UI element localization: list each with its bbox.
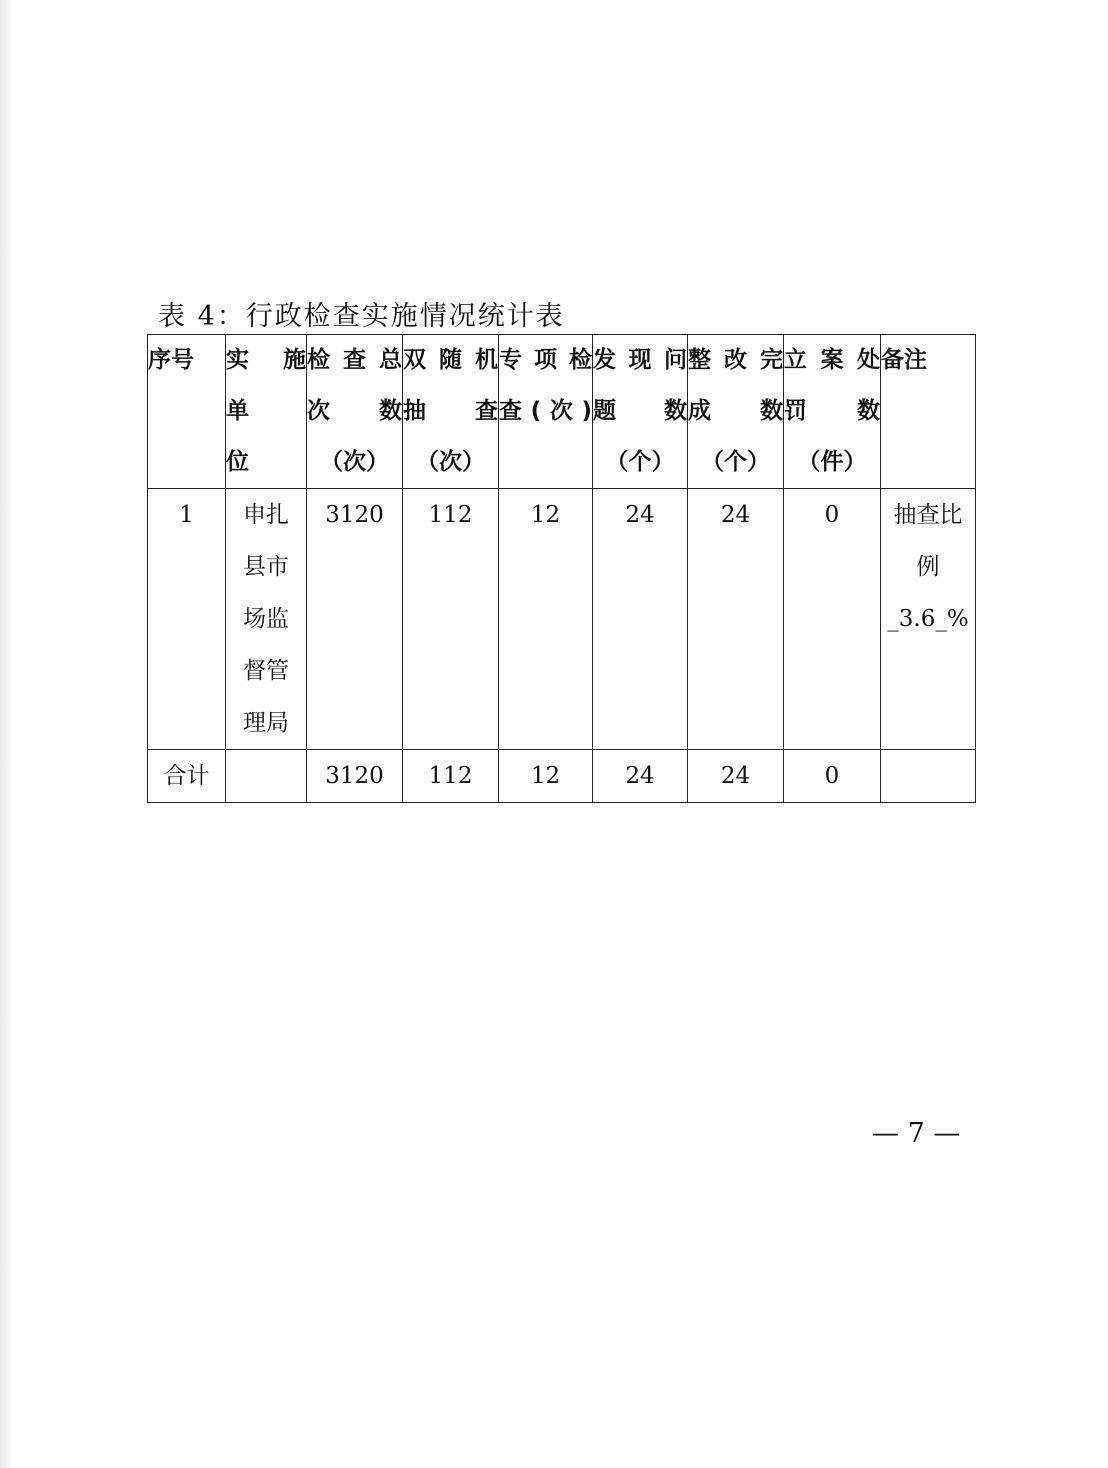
total-cell-remarks xyxy=(881,750,976,803)
page-edge xyxy=(0,0,14,1468)
header-cell-total-inspections xyxy=(307,335,403,489)
cell-line: 申扎 xyxy=(243,502,289,528)
total-label: 合计 xyxy=(148,750,226,803)
header-cell-remarks xyxy=(881,335,976,489)
header-line: 检查总 xyxy=(307,347,402,373)
total-cell-total-inspections: 3120 xyxy=(307,750,403,803)
header-line: 实 施 xyxy=(226,347,306,373)
header-line: 立案处 xyxy=(784,347,880,373)
data-cell-serial xyxy=(148,489,226,750)
header-cell-rectified xyxy=(688,335,784,489)
header-line: 发现问 xyxy=(593,347,687,373)
cell-line: 1 xyxy=(179,502,194,528)
cell-line: 督管 xyxy=(243,658,289,684)
header-line: 罚 数 xyxy=(784,398,880,424)
total-cell-penalty-cases: 0 xyxy=(784,750,881,803)
total-cell-random-checks: 112 xyxy=(403,750,499,803)
header-line: 单 xyxy=(226,398,249,424)
header-line: （次） xyxy=(320,449,389,475)
data-cell-rectified xyxy=(688,489,784,750)
header-cell-random-checks xyxy=(403,335,499,489)
cell-line: 24 xyxy=(720,502,751,528)
cell-line: 24 xyxy=(625,502,655,528)
table-title: 表 4：行政检查实施情况统计表 xyxy=(158,301,565,332)
data-cell-random-checks xyxy=(403,489,499,750)
header-line: 序号 xyxy=(148,347,194,373)
header-line: （个） xyxy=(701,449,770,475)
cell-line: 理局 xyxy=(243,710,289,736)
header-line: 备注 xyxy=(881,347,927,373)
header-cell-problems-found xyxy=(593,335,688,489)
header-row xyxy=(148,335,976,489)
cell-line: _3.6_% xyxy=(887,606,969,632)
total-row xyxy=(148,750,976,803)
cell-line: 县市 xyxy=(243,554,289,580)
header-cell-special-inspections xyxy=(499,335,593,489)
cell-line: 12 xyxy=(530,502,561,528)
data-cell-special-inspections xyxy=(499,489,593,750)
total-cell-problems-found: 24 xyxy=(593,750,688,803)
page-number: — 7 — xyxy=(872,1118,961,1149)
header-line: （个） xyxy=(605,449,675,475)
cell-line: 3120 xyxy=(325,502,384,528)
header-line: 抽 查 xyxy=(403,398,498,424)
header-line: 次 数 xyxy=(307,398,402,424)
header-line: 专项检 xyxy=(499,347,592,373)
header-line: 查(次) xyxy=(499,398,592,424)
cell-line: 场监 xyxy=(243,606,289,632)
total-cell-rectified: 24 xyxy=(688,750,784,803)
header-line: （件） xyxy=(797,449,867,475)
total-cell-special-inspections: 12 xyxy=(499,750,593,803)
total-cell-unit xyxy=(226,750,307,803)
header-cell-serial xyxy=(148,335,226,489)
data-cell-problems-found xyxy=(593,489,688,750)
data-cell-penalty-cases xyxy=(784,489,881,750)
data-cell-total-inspections xyxy=(307,489,403,750)
cell-line: 例 xyxy=(916,554,940,580)
header-line: 双随机 xyxy=(403,347,498,373)
data-cell-remarks xyxy=(881,489,976,750)
header-line: 整改完 xyxy=(688,347,783,373)
cell-line: 抽查比 xyxy=(893,502,963,528)
header-cell-penalty-cases xyxy=(784,335,881,489)
cell-line: 112 xyxy=(428,502,473,528)
header-cell-unit xyxy=(226,335,307,489)
header-line: 位 xyxy=(226,449,249,475)
table-row xyxy=(148,489,976,750)
header-line: （次） xyxy=(416,449,485,475)
cell-line: 0 xyxy=(824,502,840,528)
header-line: 成 数 xyxy=(688,398,783,424)
header-line: 题 数 xyxy=(593,398,687,424)
inspection-stats-table xyxy=(147,334,976,803)
data-cell-unit xyxy=(226,489,307,750)
